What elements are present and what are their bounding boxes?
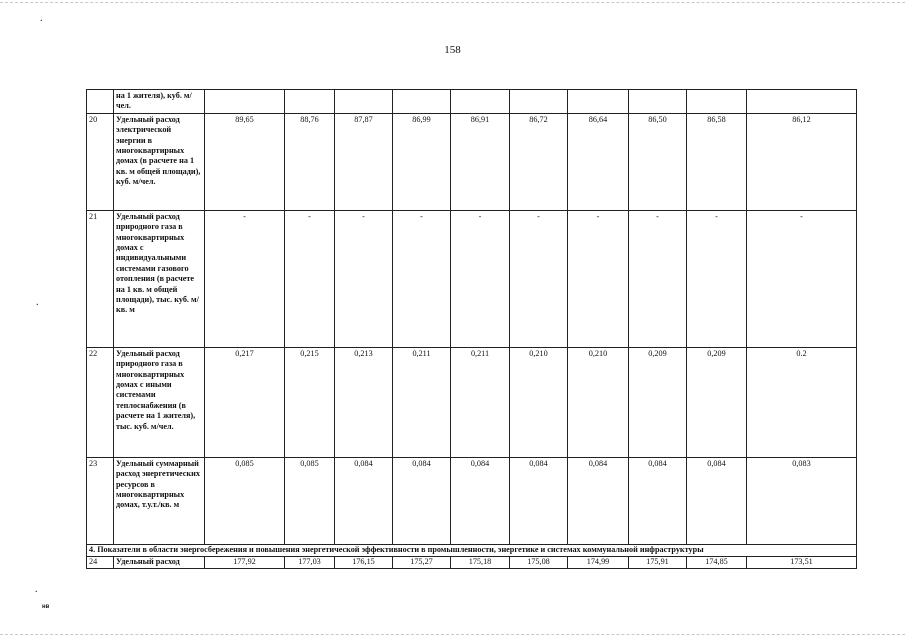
value-cell	[205, 90, 285, 114]
value-cell: -	[747, 210, 857, 347]
value-cell: 0,084	[451, 457, 510, 544]
value-cell	[335, 90, 393, 114]
value-cell	[393, 90, 451, 114]
value-cell: 176,15	[335, 556, 393, 568]
value-cell: 175,18	[451, 556, 510, 568]
row-description-cell: Удельный суммарный расход энергетических ресурсов в многоквартирных домах, т.у.т./кв. м	[114, 457, 205, 544]
value-cell	[285, 90, 335, 114]
value-cell: 0,084	[335, 457, 393, 544]
value-cell: 175,27	[393, 556, 451, 568]
value-cell	[510, 90, 568, 114]
value-cell: 0,084	[568, 457, 629, 544]
value-cell: -	[285, 210, 335, 347]
value-cell: -	[335, 210, 393, 347]
scan-top-edge	[0, 2, 905, 3]
row-number-cell: 23	[87, 457, 114, 544]
value-cell: 0,211	[451, 347, 510, 457]
value-cell: 0.2	[747, 347, 857, 457]
value-cell: -	[393, 210, 451, 347]
value-cell: 0,217	[205, 347, 285, 457]
row-number-cell: 24	[87, 556, 114, 568]
scan-dot: .	[40, 13, 43, 24]
value-cell: -	[510, 210, 568, 347]
value-cell: -	[687, 210, 747, 347]
value-cell: 0,085	[285, 457, 335, 544]
table-row-22	[87, 347, 857, 457]
value-cell: 87,87	[335, 113, 393, 210]
row-number-cell	[87, 90, 114, 114]
value-cell	[747, 90, 857, 114]
value-cell	[568, 90, 629, 114]
value-cell	[687, 90, 747, 114]
value-cell: 174,99	[568, 556, 629, 568]
value-cell: 175,08	[510, 556, 568, 568]
table-row-partial	[87, 90, 857, 114]
row-number-cell: 22	[87, 347, 114, 457]
scan-dot: .	[36, 297, 39, 308]
row-description-cell: Удельный расход	[114, 556, 205, 568]
footer-mark: нв	[42, 604, 50, 610]
value-cell: -	[451, 210, 510, 347]
value-cell: 0,083	[747, 457, 857, 544]
page-number: 158	[444, 44, 461, 56]
value-cell: 89,65	[205, 113, 285, 210]
value-cell: 86,99	[393, 113, 451, 210]
value-cell: 0,215	[285, 347, 335, 457]
table-row-23	[87, 457, 857, 544]
value-cell: 86,58	[687, 113, 747, 210]
value-cell: 0,209	[687, 347, 747, 457]
section-heading: 4. Показатели в области энергосбережения и повышения энергетической эффективности в промышленности, энергетике и системах коммунальной инфраструктуры	[87, 544, 857, 556]
value-cell: 86,72	[510, 113, 568, 210]
value-cell: 0,209	[629, 347, 687, 457]
value-cell: 175,91	[629, 556, 687, 568]
value-cell: 0,084	[510, 457, 568, 544]
value-cell: 177,92	[205, 556, 285, 568]
value-cell: 86,12	[747, 113, 857, 210]
table-row-24	[87, 556, 857, 568]
value-cell: 86,64	[568, 113, 629, 210]
row-number-cell: 20	[87, 113, 114, 210]
row-description-cell: Удельный расход природного газа в многоквартирных домах с индивидуальными системами газового отопления (в расчете на 1 кв. м общей площади), тыс. куб. м/кв. м	[114, 210, 205, 347]
value-cell: 0,210	[510, 347, 568, 457]
value-cell: -	[629, 210, 687, 347]
indicators-table	[86, 89, 857, 569]
value-cell: 0,211	[393, 347, 451, 457]
value-cell: 173,51	[747, 556, 857, 568]
value-cell: 0,084	[393, 457, 451, 544]
scan-bottom-edge	[0, 634, 905, 635]
section-header-row	[87, 544, 857, 556]
value-cell: 174,85	[687, 556, 747, 568]
value-cell: 0,213	[335, 347, 393, 457]
row-description-cell: Удельный расход электрической энергии в многоквартирных домах (в расчете на 1 кв. м общей площади), куб. м/чел.	[114, 113, 205, 210]
table-row-21	[87, 210, 857, 347]
value-cell: 88,76	[285, 113, 335, 210]
value-cell	[629, 90, 687, 114]
row-description-cell: Удельный расход природного газа в многоквартирных домах с иными системами теплоснабжения (в расчете на 1 жителя), тыс. куб. м/чел.	[114, 347, 205, 457]
value-cell: 86,50	[629, 113, 687, 210]
table-row-20	[87, 113, 857, 210]
value-cell: -	[205, 210, 285, 347]
scan-dot: .	[35, 584, 38, 595]
value-cell: -	[568, 210, 629, 347]
value-cell: 86,91	[451, 113, 510, 210]
value-cell: 177,03	[285, 556, 335, 568]
value-cell: 0,084	[687, 457, 747, 544]
value-cell	[451, 90, 510, 114]
row-description-cell: на 1 жителя), куб. м/чел.	[114, 90, 205, 114]
value-cell: 0,084	[629, 457, 687, 544]
value-cell: 0,085	[205, 457, 285, 544]
row-number-cell: 21	[87, 210, 114, 347]
value-cell: 0,210	[568, 347, 629, 457]
